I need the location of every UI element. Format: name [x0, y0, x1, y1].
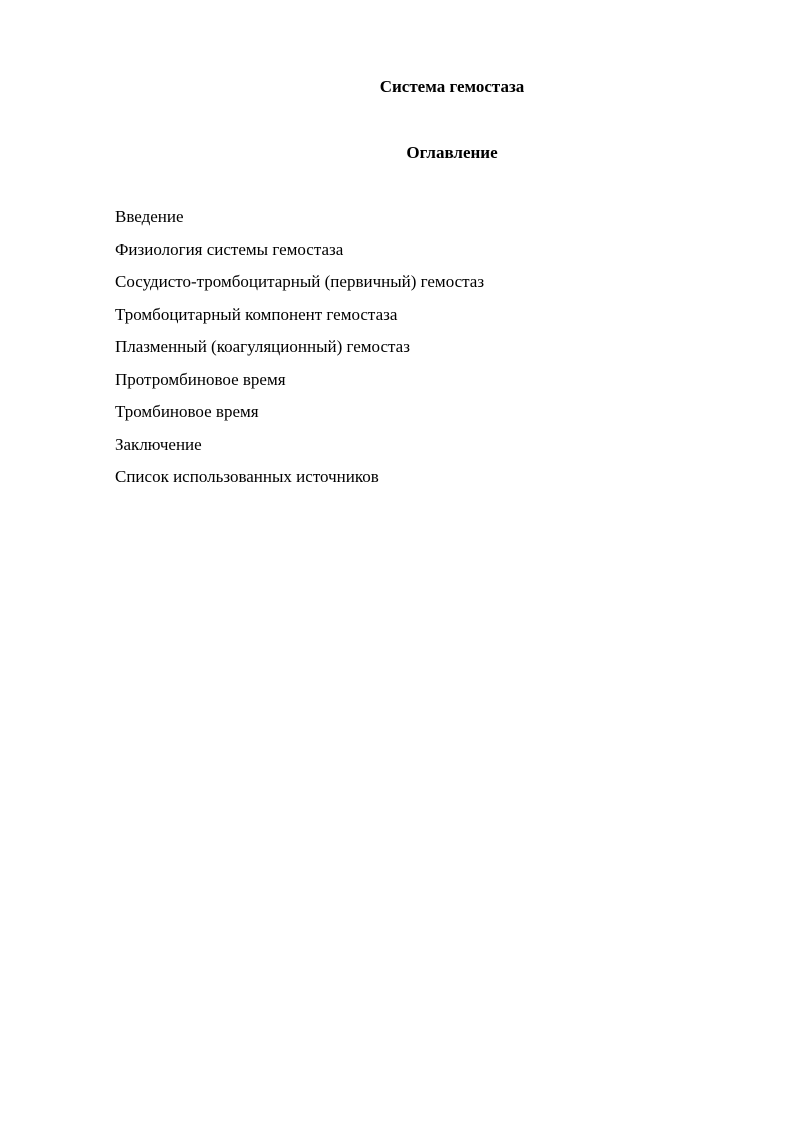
toc-heading: Оглавление — [406, 143, 498, 162]
toc-item-references: Список использованных источников — [115, 467, 379, 486]
document-title: Система гемостаза — [379, 77, 525, 96]
toc-item-physiology: Физиология системы гемостаза — [115, 239, 344, 259]
toc-item-primary-hemostasis: Сосудисто-тромбоцитарный (первичный) гемостаз — [115, 272, 485, 291]
toc-item-thrombin-time: Тромбиновое время — [115, 402, 259, 421]
toc-item-prothrombin-time: Протромбиновое время — [115, 369, 286, 389]
table-of-contents — [115, 206, 484, 499]
toc-item-plasma-hemostasis: Плазменный (коагуляционный) гемостаз — [115, 337, 410, 356]
toc-item-introduction: Введение — [115, 207, 184, 226]
toc-item-conclusion: Заключение — [115, 434, 202, 454]
toc-item-platelet-component: Тромбоцитарный компонент гемостаза — [115, 304, 398, 324]
